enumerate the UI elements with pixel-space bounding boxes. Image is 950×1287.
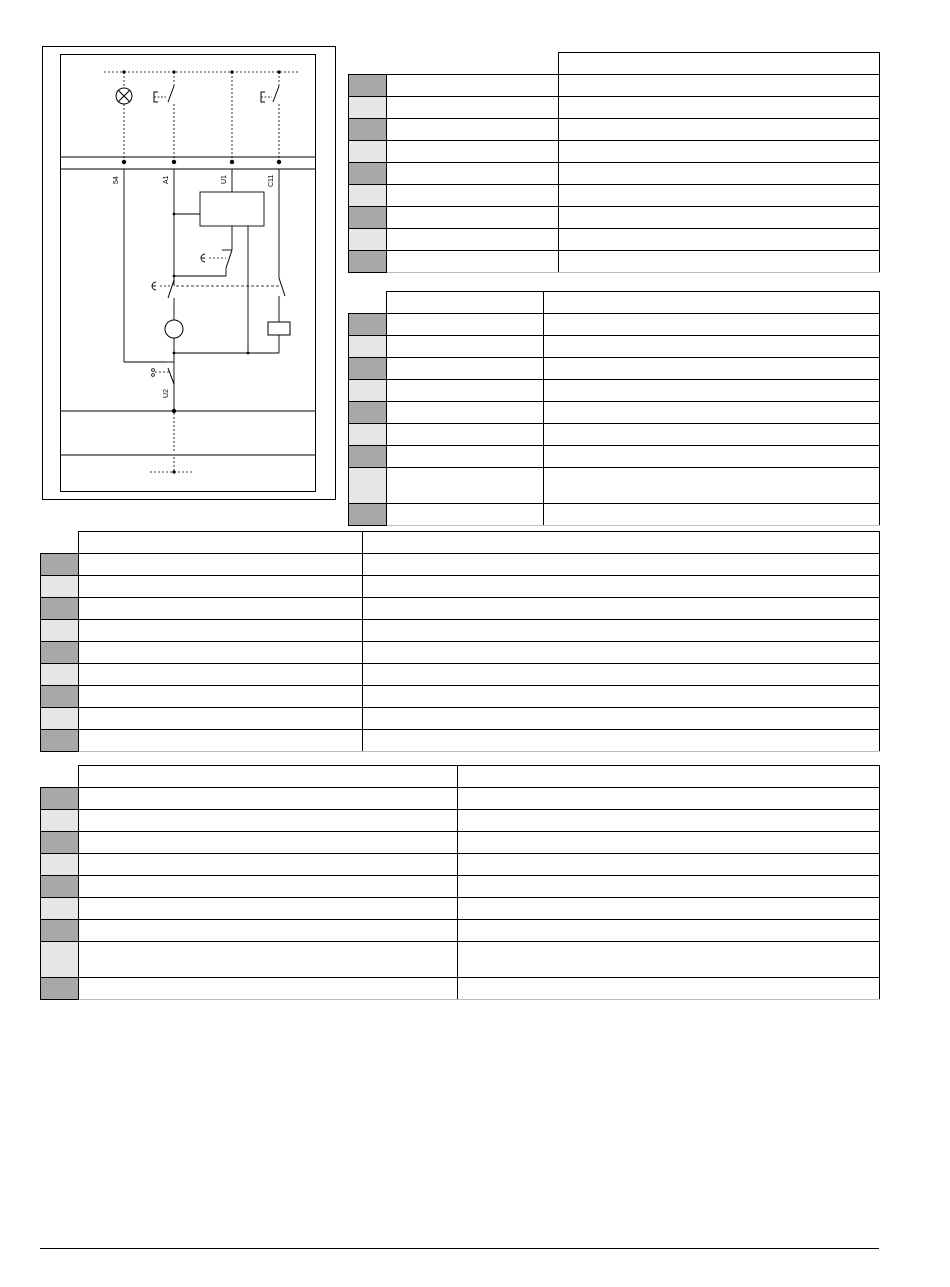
table-cell: [387, 251, 559, 273]
table-row: [41, 598, 880, 620]
table-cell: [387, 141, 559, 163]
table-cell: [458, 942, 880, 978]
table-row: [41, 978, 880, 1000]
table-cell: [363, 598, 880, 620]
table-cell: [79, 664, 363, 686]
terminal-dot: [122, 160, 126, 164]
table-cell: [79, 898, 458, 920]
spec-table-3: [40, 531, 880, 752]
table-cell: [79, 920, 458, 942]
row-key-swatch: [41, 810, 79, 832]
table-cell: [387, 336, 544, 358]
table-cell: [387, 358, 544, 380]
table-row: [41, 920, 880, 942]
table-cell: [458, 832, 880, 854]
row-key-swatch: [349, 314, 387, 336]
table-cell: [79, 832, 458, 854]
row-key-swatch: [41, 708, 79, 730]
wiring-diagram: [0, 0, 340, 505]
table-cell: [363, 620, 880, 642]
table-cell: [544, 446, 880, 468]
table-row: [41, 832, 880, 854]
row-key-swatch: [41, 876, 79, 898]
row-key-swatch: [349, 251, 387, 273]
table-cell: [387, 163, 559, 185]
table-cell: [544, 314, 880, 336]
table-cell: [79, 554, 363, 576]
table-row: [349, 163, 880, 185]
timer-contact-icon: [152, 280, 174, 298]
row-key-swatch: [41, 686, 79, 708]
row-key-swatch: [349, 468, 387, 504]
row-key-swatch: [41, 978, 79, 1000]
table-row: [41, 810, 880, 832]
table-cell: [559, 75, 880, 97]
timer-contact-icon: [201, 250, 232, 268]
table-cell: [387, 402, 544, 424]
table-cell: [559, 251, 880, 273]
row-key-swatch: [349, 119, 387, 141]
table-cell: [458, 978, 880, 1000]
terminal-label-a1: A1: [163, 175, 170, 184]
table-row: [349, 251, 880, 273]
table-row: [349, 207, 880, 229]
row-key-swatch: [349, 185, 387, 207]
table-cell: [387, 380, 544, 402]
table-row: [41, 942, 880, 978]
table-row: [41, 854, 880, 876]
row-key-swatch: [41, 598, 79, 620]
table-row: [349, 424, 880, 446]
table-cell: [458, 810, 880, 832]
table-header-row: [41, 766, 880, 788]
table-cell: [544, 424, 880, 446]
table-cell: [458, 898, 880, 920]
table-cell: [79, 978, 458, 1000]
row-key-swatch: [41, 920, 79, 942]
table-row: [41, 730, 880, 752]
row-key-swatch: [41, 832, 79, 854]
table-row: [349, 314, 880, 336]
row-key-swatch: [349, 424, 387, 446]
terminal-label-u2: U2: [163, 389, 170, 398]
row-key-swatch: [41, 854, 79, 876]
table-cell: [363, 642, 880, 664]
table-cell: [79, 854, 458, 876]
table-cell: [559, 163, 880, 185]
table-cell: [363, 554, 880, 576]
row-key-swatch: [41, 642, 79, 664]
table-row: [349, 336, 880, 358]
push-button-icon: [261, 86, 279, 102]
table-header-row: [349, 292, 880, 314]
table-row: [41, 554, 880, 576]
table-cell: [387, 314, 544, 336]
table-cell: [79, 942, 458, 978]
row-key-swatch: [41, 898, 79, 920]
table-cell: [387, 75, 559, 97]
row-key-swatch: [41, 788, 79, 810]
table-cell: [79, 576, 363, 598]
spec-table-1: [348, 52, 880, 273]
table-row: [349, 358, 880, 380]
table-row: [41, 642, 880, 664]
table-cell: [458, 920, 880, 942]
table-row: [349, 468, 880, 504]
table-cell: [387, 424, 544, 446]
table-header-row: [41, 532, 880, 554]
push-button-icon: [154, 86, 174, 102]
table-cell: [79, 788, 458, 810]
table-row: [41, 620, 880, 642]
table-row: [349, 446, 880, 468]
coil-icon: [268, 322, 290, 335]
row-key-swatch: [349, 75, 387, 97]
row-key-swatch: [349, 504, 387, 526]
terminal-label-u1: U1: [221, 175, 228, 184]
table-cell: [458, 854, 880, 876]
row-key-swatch: [349, 380, 387, 402]
table-cell: [387, 119, 559, 141]
table-cell: [559, 229, 880, 251]
table-cell: [559, 185, 880, 207]
row-key-swatch: [41, 942, 79, 978]
terminal-label-54: 54: [113, 176, 120, 184]
footer-rule: [40, 1248, 879, 1249]
table-cell: [544, 504, 880, 526]
table-header-cell: [363, 532, 880, 554]
table-row: [349, 75, 880, 97]
relay-block: [200, 192, 264, 226]
table-row: [349, 119, 880, 141]
table-cell: [79, 708, 363, 730]
terminal-label-c11: C11: [268, 174, 275, 187]
table-header-cell: [387, 53, 559, 75]
motor-circle-icon: [165, 320, 183, 338]
table-cell: [544, 468, 880, 504]
table-cell: [79, 642, 363, 664]
table-cell: [79, 686, 363, 708]
table-row: [349, 185, 880, 207]
table-row: [41, 788, 880, 810]
table-header-cell: [79, 766, 458, 788]
row-key-swatch: [349, 97, 387, 119]
row-key-swatch: [349, 229, 387, 251]
table-header-cell: [387, 292, 544, 314]
table-header-cell: [79, 532, 363, 554]
row-key-swatch: [349, 446, 387, 468]
row-key-swatch: [41, 576, 79, 598]
row-key-swatch: [349, 402, 387, 424]
terminal-dot: [172, 160, 176, 164]
table-cell: [79, 810, 458, 832]
row-key-swatch: [349, 163, 387, 185]
table-row: [349, 402, 880, 424]
table-cell: [559, 141, 880, 163]
table-cell: [363, 730, 880, 752]
spec-table-2: [348, 291, 880, 526]
table-row: [41, 708, 880, 730]
row-key-swatch: [41, 620, 79, 642]
table-cell: [387, 207, 559, 229]
table-cell: [363, 708, 880, 730]
table-header-row: [349, 53, 880, 75]
table-cell: [363, 576, 880, 598]
table-cell: [544, 380, 880, 402]
terminal-dot: [230, 160, 234, 164]
table-row: [349, 504, 880, 526]
row-key-swatch: [41, 554, 79, 576]
table-cell: [387, 97, 559, 119]
table-cell: [79, 620, 363, 642]
table-cell: [559, 97, 880, 119]
table-row: [349, 141, 880, 163]
table-row: [41, 898, 880, 920]
table-row: [41, 876, 880, 898]
level-contact-icon: [152, 362, 174, 384]
table-cell: [387, 504, 544, 526]
table-row: [41, 664, 880, 686]
table-row: [349, 229, 880, 251]
table-cell: [544, 402, 880, 424]
table-cell: [559, 119, 880, 141]
table-cell: [544, 358, 880, 380]
row-key-swatch: [349, 141, 387, 163]
row-key-swatch: [349, 207, 387, 229]
table-cell: [79, 876, 458, 898]
table-row: [41, 686, 880, 708]
table-header-cell: [559, 53, 880, 75]
table-cell: [387, 229, 559, 251]
terminal-dot: [277, 160, 281, 164]
table-row: [349, 380, 880, 402]
table-row: [41, 576, 880, 598]
table-cell: [79, 730, 363, 752]
indicator-lamp-icon: [116, 88, 132, 104]
table-cell: [544, 336, 880, 358]
row-key-swatch: [349, 336, 387, 358]
table-cell: [458, 876, 880, 898]
table-cell: [458, 788, 880, 810]
row-key-swatch: [41, 730, 79, 752]
table-cell: [559, 207, 880, 229]
table-cell: [79, 598, 363, 620]
row-key-swatch: [41, 664, 79, 686]
table-header-cell: [544, 292, 880, 314]
spec-table-4: [40, 765, 880, 1000]
table-cell: [363, 686, 880, 708]
table-cell: [387, 446, 544, 468]
table-row: [349, 97, 880, 119]
table-cell: [387, 185, 559, 207]
row-key-swatch: [349, 358, 387, 380]
table-cell: [363, 664, 880, 686]
table-cell: [387, 468, 544, 504]
table-header-cell: [458, 766, 880, 788]
